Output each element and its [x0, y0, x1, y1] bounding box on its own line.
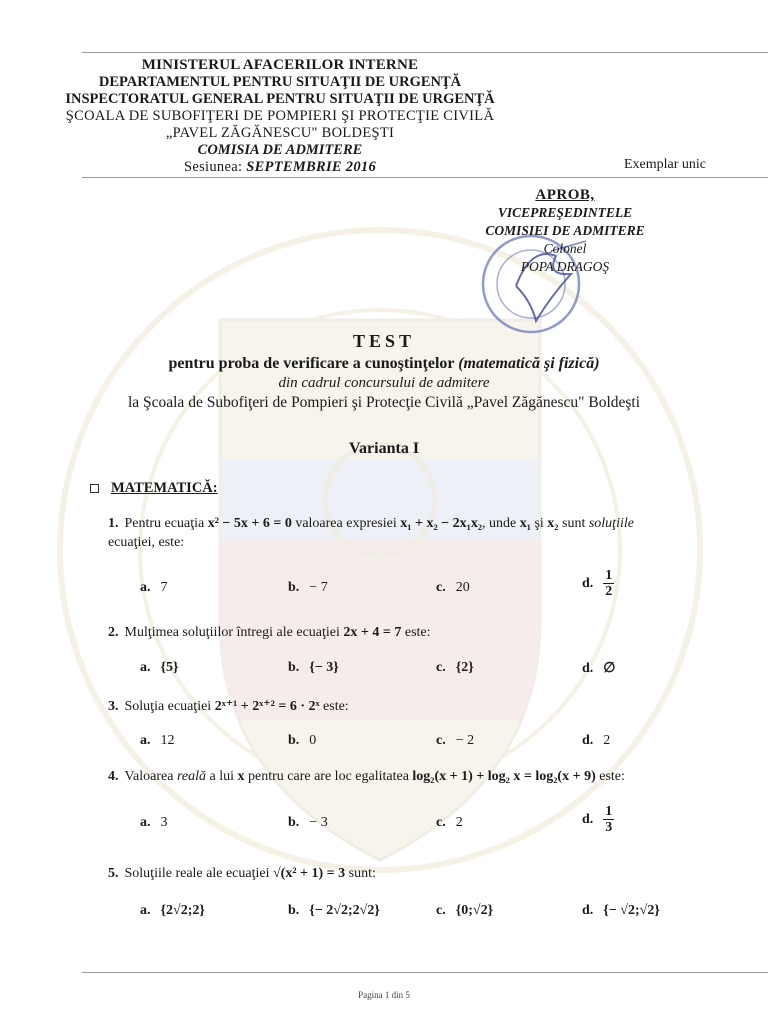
option-value: {− 2√2;2√2} — [309, 903, 380, 918]
test-school: la Şcoala de Subofiţeri de Pompieri şi Protecţie Civilă „Pavel Zăgănescu" Boldeşti — [127, 394, 641, 411]
test-subtitle-italic: (matematică şi fizică) — [458, 355, 600, 372]
test-subtitle-plain: pentru proba de verificare a cunoştinţelor — [168, 355, 459, 372]
question-5 — [108, 864, 376, 883]
q1-option-d[interactable] — [582, 568, 614, 599]
session-label: Sesiunea: — [184, 159, 247, 175]
section-heading — [90, 480, 218, 497]
question-var: x₂ — [547, 516, 559, 531]
question-1 — [108, 514, 634, 533]
option-value: 2 — [455, 815, 463, 830]
option-value: 3 — [160, 815, 168, 830]
option-value: {− 3} — [309, 660, 339, 675]
option-value: 20 — [455, 580, 470, 595]
question-2 — [108, 623, 431, 642]
option-letter: c. — [436, 733, 446, 748]
option-value: 12 — [160, 733, 175, 748]
option-letter: d. — [582, 733, 594, 748]
question-text: sunt: — [345, 866, 376, 881]
option-value: 7 — [160, 580, 168, 595]
question-number: 3. — [108, 699, 119, 714]
question-formula: 2ˣ⁺¹ + 2ˣ⁺² = 6 · 2ˣ — [214, 699, 320, 714]
question-formula: x² − 5x + 6 = 0 — [207, 516, 292, 531]
question-text: este: — [401, 625, 431, 640]
q4-option-d[interactable] — [582, 804, 614, 835]
question-formula: log₂(x + 1) + log₂ x = log₂(x + 9) — [412, 769, 596, 784]
test-subtitle — [0, 355, 768, 373]
option-value: ∅ — [603, 661, 616, 676]
fraction-numerator: 1 — [605, 568, 613, 583]
question-text: Soluţiile reale ale ecuaţiei — [124, 866, 273, 881]
question-3 — [108, 697, 349, 716]
question-number: 2. — [108, 625, 119, 640]
option-letter: b. — [288, 903, 300, 918]
q3-option-d[interactable] — [582, 733, 610, 749]
q3-option-a[interactable] — [140, 733, 175, 749]
question-text: este: — [319, 699, 349, 714]
approval-name: POPA DRAGOŞ — [520, 259, 610, 274]
question-text: valoarea expresiei — [291, 516, 401, 531]
option-fraction — [603, 804, 614, 835]
option-letter: c. — [436, 580, 446, 595]
session-line — [60, 159, 500, 176]
option-letter: a. — [140, 815, 151, 830]
test-context: din cadrul concursului de admitere — [278, 375, 490, 391]
q5-option-d[interactable] — [582, 903, 660, 919]
q3-option-c[interactable] — [436, 733, 474, 749]
option-value: 2 — [603, 733, 611, 748]
option-letter: c. — [436, 903, 446, 918]
q2-option-b[interactable] — [288, 660, 339, 676]
option-letter: a. — [140, 733, 151, 748]
question-italic: soluţiile — [588, 516, 634, 531]
exemplar-label: Exemplar unic — [624, 157, 707, 172]
commission-label: COMISIA DE ADMITERE — [197, 142, 363, 158]
header-line-inspectorate: INSPECTORATUL GENERAL PENTRU SITUAŢII DE URGENŢĂ — [65, 91, 495, 107]
option-letter: a. — [140, 660, 151, 675]
question-4 — [108, 767, 625, 786]
question-text: , unde — [482, 516, 520, 531]
top-rule — [82, 52, 768, 53]
option-value: 0 — [309, 733, 317, 748]
q5-option-a[interactable] — [140, 903, 205, 919]
header-line-school-name: „PAVEL ZĂGĂNESCU" BOLDEŞTI — [165, 125, 395, 141]
question-text: a lui — [206, 769, 238, 784]
page-number: Pagina 1 din 5 — [358, 990, 410, 1000]
fraction-denominator: 2 — [605, 584, 613, 599]
fraction-denominator: 3 — [605, 820, 613, 835]
option-letter: c. — [436, 815, 446, 830]
option-fraction — [603, 568, 614, 599]
option-value: {− √2;√2} — [603, 903, 660, 918]
question-text: pentru care are loc egalitatea — [244, 769, 413, 784]
question-number: 4. — [108, 769, 119, 784]
question-text: Mulţimea soluţiilor întregi ale ecuaţiei — [124, 625, 344, 640]
section-label: MATEMATICĂ: — [111, 480, 218, 496]
option-letter: d. — [582, 903, 594, 918]
approval-line2: COMISIEI DE ADMITERE — [485, 223, 645, 238]
test-variant: Varianta I — [348, 440, 420, 457]
approval-rank: Colonel — [543, 241, 587, 256]
q2-option-c[interactable] — [436, 660, 474, 676]
q1-option-b[interactable] — [288, 580, 328, 596]
test-title: TEST — [352, 331, 416, 351]
header-line-school: ŞCOALA DE SUBOFIŢERI DE POMPIERI ŞI PROTECŢIE CIVILĂ — [65, 108, 495, 124]
option-value: − 2 — [455, 733, 475, 748]
question-1-cont: ecuaţiei, este: — [108, 535, 185, 550]
question-formula: √(x² + 1) = 3 — [272, 866, 346, 881]
q2-option-a[interactable] — [140, 660, 179, 676]
option-letter: b. — [288, 660, 300, 675]
option-letter: c. — [436, 660, 446, 675]
option-letter: d. — [582, 661, 594, 676]
question-number: 5. — [108, 866, 119, 881]
q3-option-b[interactable] — [288, 733, 316, 749]
q4-option-c[interactable] — [436, 815, 463, 831]
header-line-ministry: MINISTERUL AFACERILOR INTERNE — [141, 57, 419, 73]
question-text: Soluţia ecuaţiei — [124, 699, 215, 714]
option-letter: a. — [140, 580, 151, 595]
approval-line1: VICEPREŞEDINTELE — [497, 205, 633, 220]
q5-option-c[interactable] — [436, 903, 493, 919]
q4-option-b[interactable] — [288, 815, 328, 831]
approval-title: APROB, — [535, 187, 595, 203]
q1-option-c[interactable] — [436, 580, 470, 596]
option-value: {0;√2} — [455, 903, 494, 918]
question-text: este: — [595, 769, 625, 784]
q1-option-a[interactable] — [140, 580, 168, 596]
option-value: − 3 — [309, 815, 328, 830]
option-value: {2} — [455, 660, 474, 675]
institution-header — [60, 57, 500, 176]
approval-block — [440, 186, 690, 276]
q4-option-a[interactable] — [140, 815, 168, 831]
question-text: Pentru ecuaţia — [124, 516, 208, 531]
session-value: SEPTEMBRIE 2016 — [246, 159, 376, 175]
bullet-square-icon — [90, 484, 99, 493]
question-text: sunt — [558, 516, 589, 531]
option-value: {2√2;2} — [160, 903, 205, 918]
option-letter: b. — [288, 580, 300, 595]
question-var: x — [237, 769, 245, 784]
question-formula: 2x + 4 = 7 — [343, 625, 402, 640]
header-line-department: DEPARTAMENTUL PENTRU SITUAŢII DE URGENŢĂ — [98, 74, 462, 90]
option-letter: a. — [140, 903, 151, 918]
question-italic: reală — [176, 769, 207, 784]
fraction-numerator: 1 — [605, 804, 613, 819]
question-expression: x₁ + x₂ − 2x₁x₂ — [400, 516, 483, 531]
option-letter: b. — [288, 733, 300, 748]
option-value: {5} — [160, 660, 179, 675]
question-number: 1. — [108, 516, 119, 531]
question-text: Valoarea — [124, 769, 177, 784]
footer-rule — [82, 972, 768, 973]
option-letter: d. — [582, 575, 594, 591]
header-rule — [82, 177, 768, 178]
question-text: şi — [530, 516, 548, 531]
q5-option-b[interactable] — [288, 903, 380, 919]
option-letter: b. — [288, 815, 300, 830]
option-value: − 7 — [309, 580, 328, 595]
q2-option-d[interactable] — [582, 660, 616, 677]
option-letter: d. — [582, 811, 594, 827]
question-var: x₁ — [519, 516, 531, 531]
